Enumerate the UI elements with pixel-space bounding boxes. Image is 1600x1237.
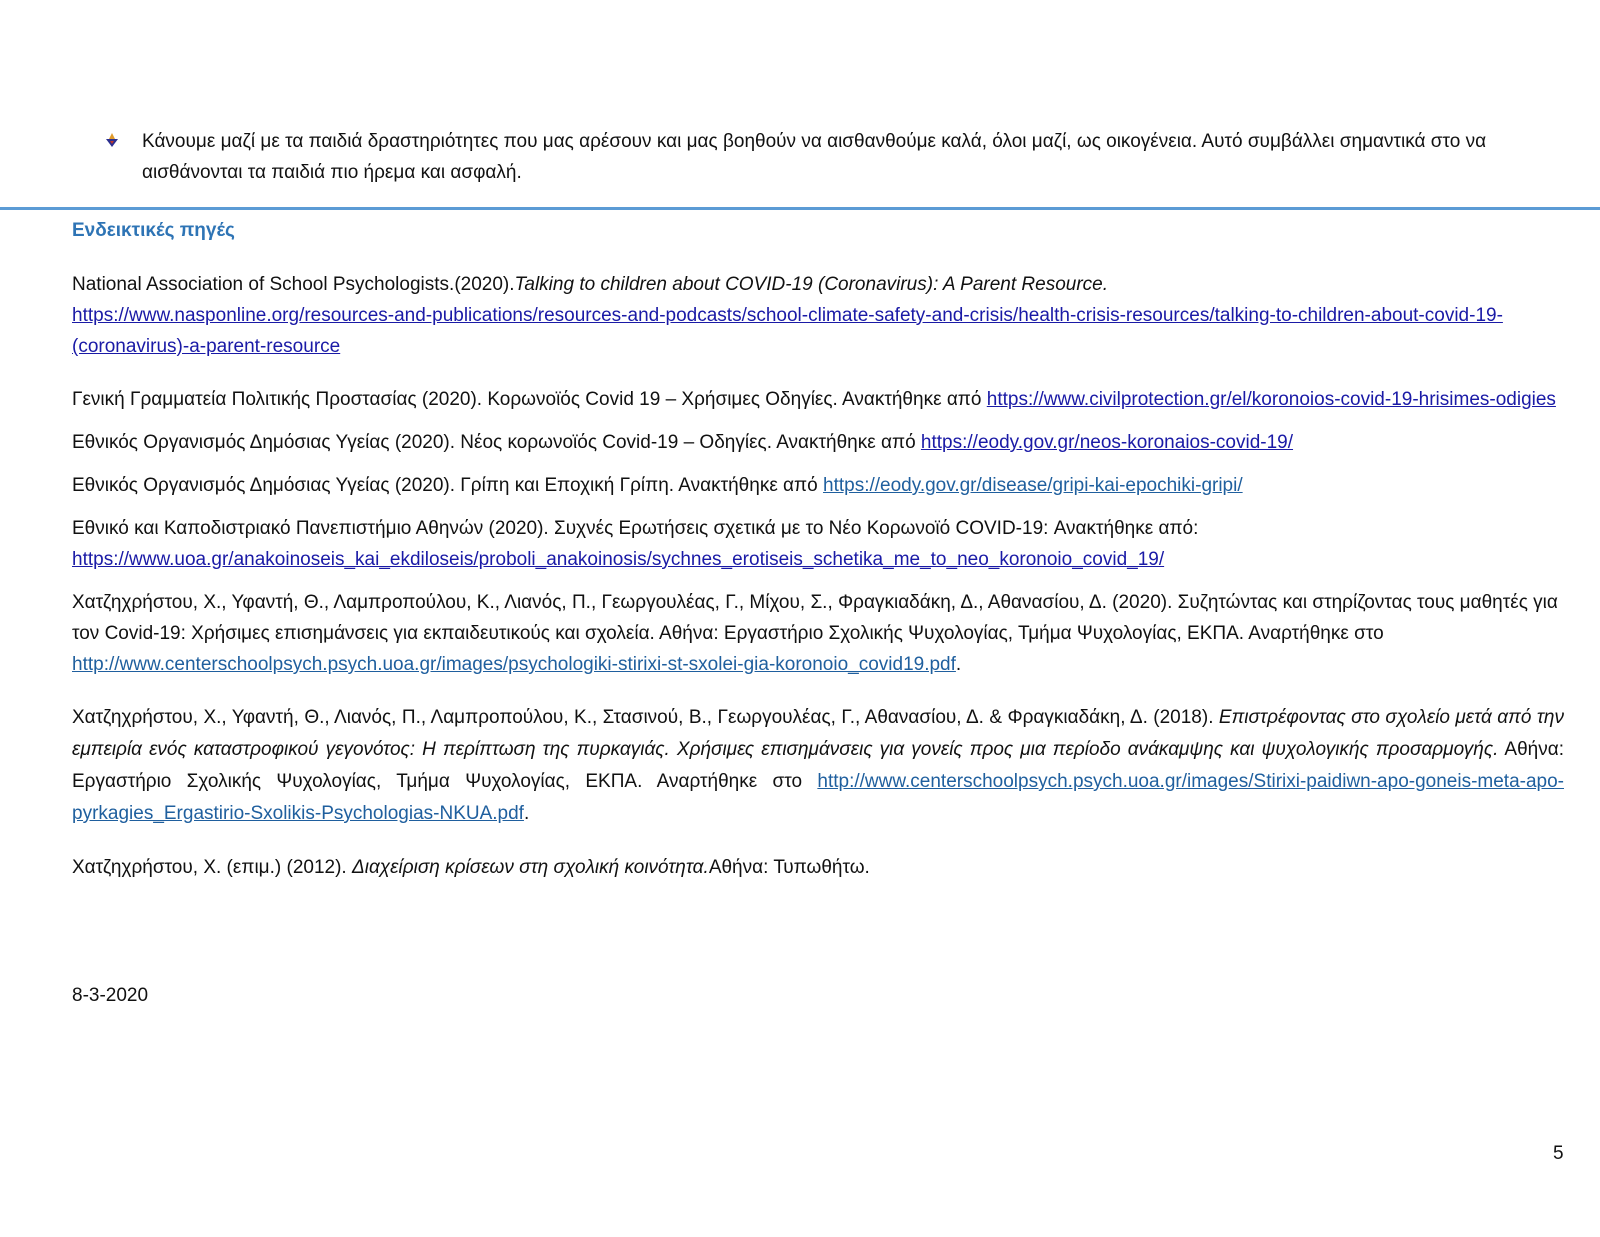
references-list xyxy=(72,269,1564,883)
reference-text: Γενική Γραμματεία Πολιτικής Προστασίας (2020). Κορωνοϊός Covid 19 – Χρήσιμες Οδηγίες. Ανακτήθηκε από xyxy=(72,389,987,410)
reference-end: . xyxy=(523,803,530,824)
reference-link[interactable]: https://eody.gov.gr/disease/gripi-kai-epochiki-gripi/ xyxy=(823,475,1243,496)
reference-title: Διαχείριση κρίσεων στη σχολική κοινότητα. xyxy=(352,857,709,878)
bullet-text: Κάνουμε μαζί με τα παιδιά δραστηριότητες που μας αρέσουν και μας βοηθούν να αισθανθούμε καλά, όλοι μαζί, ως οικογένεια. Αυτό συμβάλλει σημαντικά στο να αισθάνονται τα παιδιά πιο ήρεμα και ασφαλή. xyxy=(142,131,1487,183)
page-number: 5 xyxy=(1553,1143,1564,1164)
reference-link[interactable]: https://eody.gov.gr/neos-koronaios-covid-19/ xyxy=(920,432,1294,453)
reference-text: Χατζηχρήστου, Χ., Υφαντή, Θ., Λαμπροπούλου, Κ., Λιανός, Π., Γεωργουλέας, Γ., Μίχου, Σ., Φραγκιαδάκη, Δ., Αθανασίου, Δ. (2020). Συζητώντας και στηρίζοντας τους μαθητές για τον Covid-19: Χρήσιμες επισημάνσεις για εκπαιδευτικούς και σχολεία. Αθήνα: Εργαστήριο Σχολικής Ψυχολογίας, Τμήμα Ψυχολογίας, ΕΚΠΑ. Αναρτήθηκε στο xyxy=(72,592,1558,644)
reference-civil-protection xyxy=(72,384,1564,415)
reference-authors: Χατζηχρήστου, Χ. (επιμ.) (2012). xyxy=(72,857,352,878)
reference-title: Επιστρέφοντας στο σχολείο μετά από την εμπειρία ενός καταστροφικού γεγονότος: Η περίπτωση της πυρκαγιάς. Χρήσιμες επισημάνσεις για γονείς προς μια περίοδο ανάκαμψης και ψυχολογικής προσαρμογής. xyxy=(72,707,1564,760)
reference-eody-flu xyxy=(72,470,1564,501)
reference-author: National Association of School Psychologists.(2020). xyxy=(72,274,515,295)
reference-title: Talking to children about COVID-19 (Coronavirus): A Parent Resource. xyxy=(514,274,1109,295)
reference-authors: Χατζηχρήστου, Χ., Υφαντή, Θ., Λιανός, Π., Λαμπροπούλου, Κ., Στασινού, Β., Γεωργουλέας, Γ., Αθανασίου, Δ. & Φραγκιαδάκη, Δ. (2018). xyxy=(72,707,1219,728)
reference-link[interactable]: http://www.centerschoolpsych.psych.uoa.gr/images/psychologiki-stirixi-st-sxolei-gia-koronoio_covid19.pdf xyxy=(72,654,956,675)
bullet-paragraph xyxy=(104,126,1524,188)
reference-nasp xyxy=(72,269,1564,362)
reference-hatzichristou-2012 xyxy=(72,852,1564,883)
reference-link[interactable]: https://www.nasponline.org/resources-and-publications/resources-and-podcasts/school-climate-safety-and-crisis/health-crisis-resources/talking-to-children-about-covid-19-(coronavirus)-a-parent-resource xyxy=(72,305,1503,357)
reference-text: Εθνικό και Καποδιστριακό Πανεπιστήμιο Αθηνών (2020). Συχνές Ερωτήσεις σχετικά με το Νέο Κορωνοϊό COVID-19: Ανακτήθηκε από: xyxy=(72,518,1199,539)
reference-link[interactable]: http://www.centerschoolpsych.psych.uoa.gr/images/Stirixi-paidiwn-apo-goneis-meta-apo-pyrkagies_Ergastirio-Sxolikis-Psychologias-NKUA.pdf xyxy=(72,771,1564,824)
reference-text: Εθνικός Οργανισμός Δημόσιας Υγείας (2020). Γρίπη και Εποχική Γρίπη. Ανακτήθηκε από xyxy=(72,475,824,496)
reference-text: Εθνικός Οργανισμός Δημόσιας Υγείας (2020). Νέος κορωνοϊός Covid-19 – Οδηγίες. Ανακτήθηκε από xyxy=(72,432,921,453)
reference-hatzichristou-2020 xyxy=(72,587,1564,680)
section-heading: Ενδεικτικές πηγές xyxy=(72,220,235,241)
section-divider xyxy=(0,207,1600,210)
reference-publisher: Αθήνα: Τυπωθήτω. xyxy=(708,857,870,878)
reference-eody-covid xyxy=(72,427,1564,458)
reference-link[interactable]: https://www.civilprotection.gr/el/koronoios-covid-19-hrisimes-odigies xyxy=(986,389,1556,410)
arrow-bullet-icon xyxy=(104,132,120,148)
reference-hatzichristou-2018 xyxy=(72,702,1564,830)
reference-uoa xyxy=(72,513,1564,575)
reference-end: . xyxy=(955,654,962,675)
reference-text: Αθήνα: Εργαστήριο Σχολικής Ψυχολογίας, Τμήμα Ψυχολογίας, ΕΚΠΑ. Αναρτήθηκε στο xyxy=(72,739,1564,792)
reference-link[interactable]: https://www.uoa.gr/anakoinoseis_kai_ekdiloseis/proboli_anakoinosis/sychnes_erotiseis_schetika_me_to_neo_koronoio_covid_19/ xyxy=(72,549,1165,570)
document-date: 8-3-2020 xyxy=(72,985,149,1006)
